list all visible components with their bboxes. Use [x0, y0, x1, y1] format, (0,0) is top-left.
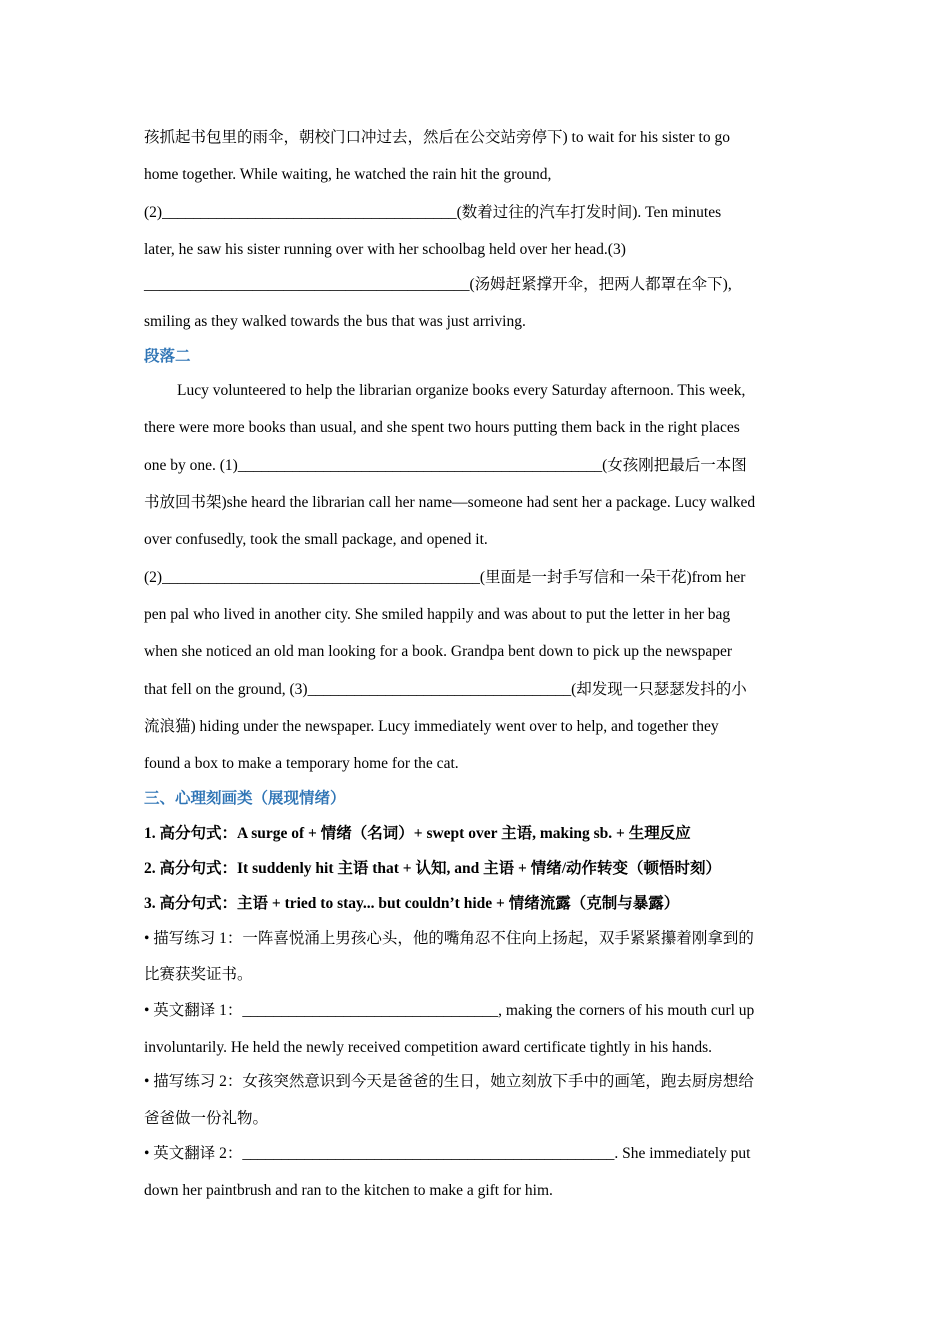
paragraph1-line: smiling as they walked towards the bus that was just arriving. — [144, 313, 526, 330]
exercise-line: • 描写练习 2：女孩突然意识到今天是爸爸的生日，她立刻放下手中的画笔，跑去厨房想给 — [144, 1073, 754, 1090]
paragraph1-line: home together. While waiting, he watched the rain hit the ground, — [144, 166, 552, 183]
exercise-line: down her paintbrush and ran to the kitchen to make a gift for him. — [144, 1182, 553, 1199]
paragraph2-line: 书放回书架)she heard the librarian call her name—someone had sent her a package. Lucy walked — [144, 494, 756, 511]
exercise-line: • 英文翻译 2：________________________________________________. She immediately put — [144, 1145, 751, 1162]
paragraph2-line: one by one. (1)_______________________________________________(女孩刚把最后一本图 — [144, 457, 747, 474]
sentence-pattern: 1. 高分句式：A surge of + 情绪（名词）+ swept over 主语, making sb. + 生理反应 — [144, 825, 691, 842]
exercise-line: 比赛获奖证书。 — [144, 966, 253, 983]
paragraph1-line: 孩抓起书包里的雨伞，朝校门口冲过去，然后在公交站旁停下) to wait for his sister to go — [144, 129, 730, 146]
paragraph2-line: pen pal who lived in another city. She smiled happily and was about to put the letter in her bag — [144, 606, 731, 623]
paragraph2-line: that fell on the ground, (3)__________________________________(却发现一只瑟瑟发抖的小 — [144, 681, 747, 698]
sentence-pattern: 2. 高分句式：It suddenly hit 主语 that + 认知, and 主语 + 情绪/动作转变（顿悟时刻） — [144, 860, 722, 877]
paragraph2-line: Lucy volunteered to help the librarian organize books every Saturday afternoon. This week, — [177, 382, 746, 399]
exercise-line: involuntarily. He held the newly received competition award certificate tightly in his hands. — [144, 1039, 713, 1056]
paragraph1-line: __________________________________________(汤姆赶紧撑开伞，把两人都罩在伞下), — [144, 276, 732, 293]
exercise-line: • 英文翻译 1：_________________________________, making the corners of his mouth curl up — [144, 1002, 755, 1019]
paragraph2-line: when she noticed an old man looking for a book. Grandpa bent down to pick up the newspaper — [144, 643, 732, 660]
sentence-pattern: 3. 高分句式：主语 + tried to stay... but couldn’t hide + 情绪流露（克制与暴露） — [144, 895, 680, 912]
section-heading-paragraph2: 段落二 — [144, 348, 191, 365]
paragraph1-line: (2)______________________________________(数着过往的汽车打发时间). Ten minutes — [144, 204, 722, 221]
exercise-line: 爸爸做一份礼物。 — [144, 1110, 269, 1127]
paragraph2-line: 流浪猫) hiding under the newspaper. Lucy immediately went over to help, and together they — [144, 718, 719, 735]
paragraph1-line: later, he saw his sister running over with her schoolbag held over her head.(3) — [144, 241, 626, 258]
section-heading-psychology: 三、心理刻画类（展现情绪） — [144, 790, 346, 807]
paragraph2-line: there were more books than usual, and she spent two hours putting them back in the right places — [144, 419, 740, 436]
exercise-line: • 描写练习 1：一阵喜悦涌上男孩心头，他的嘴角忍不住向上扬起，双手紧紧攥着刚拿到的 — [144, 930, 754, 947]
paragraph2-line: (2)_________________________________________(里面是一封手写信和一朵干花)from her — [144, 569, 746, 586]
paragraph2-line: over confusedly, took the small package, and opened it. — [144, 531, 488, 548]
paragraph2-line: found a box to make a temporary home for the cat. — [144, 755, 459, 772]
